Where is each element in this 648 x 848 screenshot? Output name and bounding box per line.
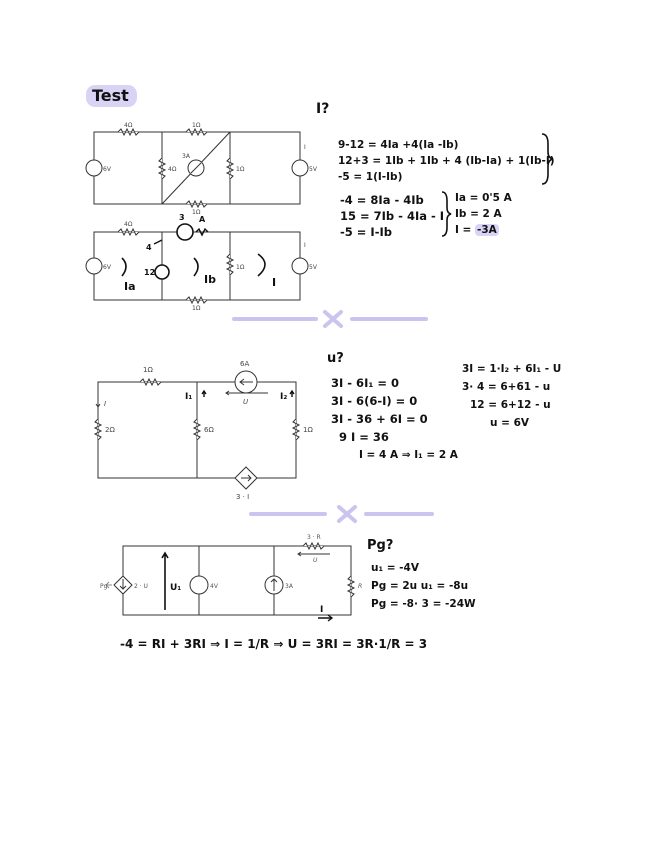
resistor-bot-mid <box>186 201 207 207</box>
page-title <box>86 86 137 105</box>
voltage-source-4v <box>190 576 208 594</box>
drawn-voltage-source-top <box>177 224 193 240</box>
label-i1: I₁ <box>185 392 193 402</box>
result-ib: Ib = 2 A <box>455 208 502 220</box>
note-line: Pg = 2u u₁ = -8u <box>371 580 469 592</box>
mesh-arrow-c <box>258 254 265 276</box>
brace-right-1 <box>540 132 554 186</box>
notes-block <box>371 559 476 613</box>
drawn-source-mid <box>155 265 169 279</box>
note-line: u₁ = -4V <box>371 562 419 574</box>
brace-right-2 <box>440 190 452 240</box>
result-ia: Ia = 0'5 A <box>455 192 512 204</box>
resistor-mid-left <box>159 158 165 179</box>
label-u: U <box>313 557 318 564</box>
label-r-mid: 6Ω <box>204 426 214 434</box>
equation-line: -5 = I-Ib <box>340 225 392 239</box>
circuit-1b <box>78 210 318 312</box>
label-r-left: 2Ω <box>105 426 115 434</box>
problem3-question: Pg? <box>367 538 394 553</box>
label-current-source: 3A <box>182 153 190 160</box>
label-r-right: R <box>358 583 363 590</box>
resistor-top-left <box>118 229 139 235</box>
current-arrow-i2 <box>290 391 294 397</box>
resistor-top <box>140 379 161 385</box>
resistor-left <box>95 419 101 440</box>
mesh-arrow-b <box>194 258 198 276</box>
label-v-right: 5V <box>309 264 317 271</box>
equation-line: 3I = 1·I₂ + 6I₁ - U <box>462 363 562 375</box>
problem2-question: u? <box>327 351 344 366</box>
label-v-left: 6V <box>103 166 111 173</box>
equation-line: -5 = 1(I-Ib) <box>338 171 403 183</box>
label-u1: U₁ <box>170 583 182 593</box>
label-v-left: 6V <box>103 264 111 271</box>
label-r-bot-mid: 1Ω <box>192 209 201 216</box>
label-i-left: I <box>104 400 107 408</box>
resistor-right <box>293 419 299 440</box>
label-r-mid-right: 1Ω <box>236 166 245 173</box>
equations-block-1 <box>338 137 555 185</box>
equations-block-4 <box>462 360 561 432</box>
label-v-source: 4V <box>210 583 218 590</box>
resistor-top-mid <box>186 129 207 135</box>
title-text: Test <box>86 85 137 107</box>
equation-line: 9-12 = 4Ia +4(Ia -Ib) <box>338 139 459 151</box>
equation-line: u = 6V <box>490 417 530 429</box>
resistor-right <box>348 576 354 597</box>
result-highlight: -3A <box>477 224 497 236</box>
divider-left <box>249 512 327 516</box>
results-block <box>455 190 512 238</box>
label-r-top-left: 4Ω <box>124 122 133 129</box>
mesh-label-ib: Ib <box>204 273 216 286</box>
label-r-bot-mid: 1Ω <box>192 305 201 312</box>
u1-arrow-icon <box>162 553 168 610</box>
resistor-top <box>303 543 324 549</box>
resistor-mid <box>194 419 200 440</box>
voltage-source-right <box>292 160 308 176</box>
label-dep-source: 3 · I <box>236 493 250 501</box>
label-src-3: 3 <box>179 213 185 222</box>
equation-line: 15 = 7Ib - 4Ia - I <box>340 209 445 223</box>
label-r-top-mid: 1Ω <box>192 122 201 129</box>
voltage-source-left <box>86 258 102 274</box>
divider-right <box>350 317 428 321</box>
label-r-top-left: 4Ω <box>124 221 133 228</box>
bottom-equation: -4 = RI + 3RI ⇒ I = 1/R ⇒ U = 3RI = 3R·1/R = 3 <box>120 637 428 651</box>
label-r-mid-right: 1Ω <box>236 264 245 271</box>
label-v-right: 5V <box>309 166 317 173</box>
equation-line: 9 I = 36 <box>339 430 389 444</box>
divider-left <box>232 317 318 321</box>
label-src-4: 4 <box>146 243 152 252</box>
label-dep-source: 2 · U <box>134 583 148 590</box>
label-p: Pg <box>100 583 108 590</box>
resistor-bot-mid <box>186 297 207 303</box>
divider-cross-icon <box>322 309 344 329</box>
resistor-mid-right <box>227 158 233 179</box>
note-line: Pg = -8· 3 = -24W <box>371 598 476 610</box>
equation-line: 3I - 36 + 6I = 0 <box>331 412 428 426</box>
label-source: 6A <box>240 360 250 368</box>
result-i: I = -3A <box>455 224 497 236</box>
label-r-right: 1Ω <box>303 426 313 434</box>
problem1-question: I? <box>316 101 330 117</box>
equation-line: 3I - 6(6-I) = 0 <box>331 394 418 408</box>
label-i-source: 3A <box>285 583 293 590</box>
mesh-label-i: I <box>272 276 277 289</box>
u-arrow-icon <box>298 552 330 556</box>
label-current: I <box>304 242 306 249</box>
circuit-2 <box>86 355 326 505</box>
current-arrow-i1 <box>202 391 206 397</box>
mesh-arrow-a <box>122 258 126 276</box>
resistor-mid-right <box>227 254 233 275</box>
label-u: U <box>243 398 249 406</box>
label-r-top: 1Ω <box>143 366 153 374</box>
circuit-3 <box>100 530 370 630</box>
label-src-12: 12 <box>144 268 156 277</box>
equations-block-3 <box>331 374 458 464</box>
equation-line: 3· 4 = 6+61 - u <box>462 381 551 393</box>
equation-line: 3I - 6I₁ = 0 <box>331 376 400 390</box>
label-current: I <box>304 144 306 151</box>
label-r-top: 3 · R <box>307 534 321 541</box>
resistor-top-left <box>118 129 139 135</box>
label-i: I <box>320 605 324 615</box>
current-arrow-left <box>96 401 100 407</box>
label-src-a: A <box>199 215 206 224</box>
label-r-mid-left: 4Ω <box>168 166 177 173</box>
i-arrow-icon <box>318 615 332 621</box>
mesh-label-ia: Ia <box>124 280 136 293</box>
equations-block-2 <box>340 192 444 240</box>
equation-line: -4 = 8Ia - 4Ib <box>340 193 424 207</box>
divider-right <box>364 512 434 516</box>
voltage-source-left <box>86 160 102 176</box>
equation-line: I = 4 A ⇒ I₁ = 2 A <box>359 449 458 461</box>
label-i2: I₂ <box>280 392 288 402</box>
equation-line: 12 = 6+12 - u <box>470 399 551 411</box>
voltage-source-right <box>292 258 308 274</box>
equation-line: 12+3 = 1Ib + 1Ib + 4 (Ib-Ia) + 1(Ib-I) <box>338 155 555 167</box>
divider-cross-icon <box>336 504 358 524</box>
circuit-1a <box>78 118 318 216</box>
